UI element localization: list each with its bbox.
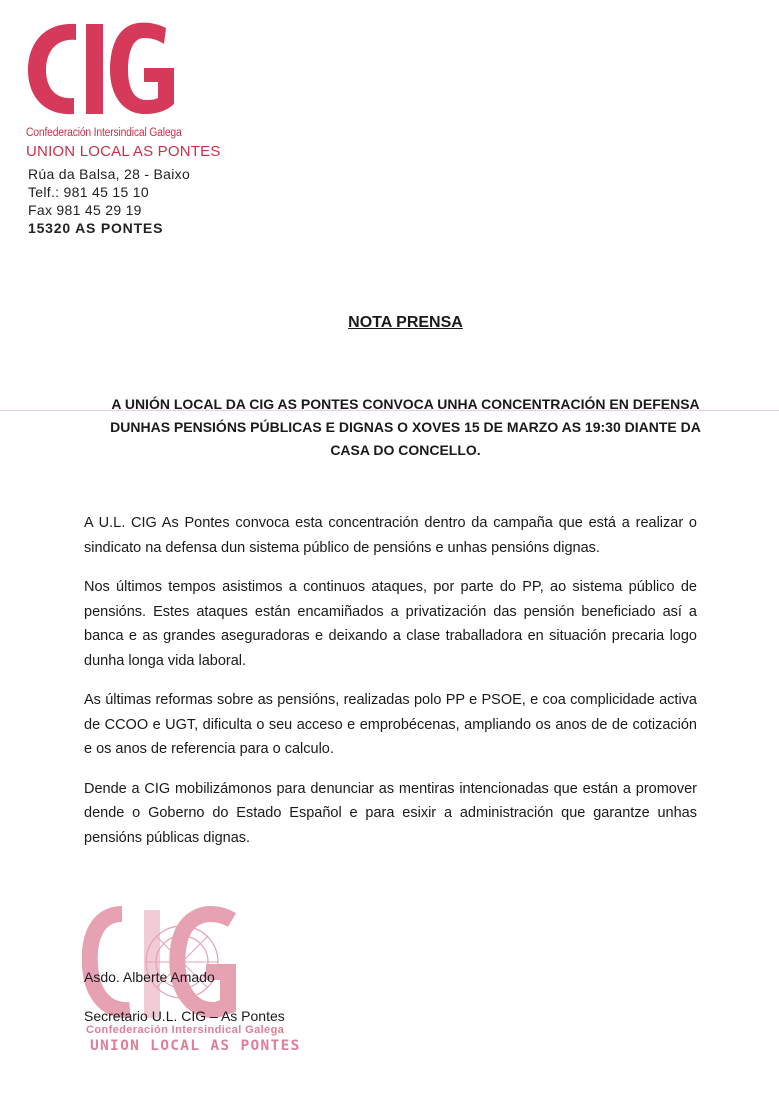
paragraph: Dende a CIG mobilizámonos para denunciar as mentiras intencionadas que están a promover dende o Goberno do Estado Español e para esixir a administración que garantze unhas pensións públicas dignas. (84, 780, 697, 846)
document-title: NOTA PRENSA (348, 314, 463, 331)
local-union-name: UNION LOCAL AS PONTES (26, 143, 221, 160)
headline: A UNIÓN LOCAL DA CIG AS PONTES CONVOCA UNHA CONCENTRACIÓN EN DEFENSA DUNHAS PENSIÓNS PÚBLICAS E DIGNAS O XOVES 15 DE MARZO AS 19:30 DIANTE DA CASA DO CONCELLO. (110, 396, 701, 458)
stamp-local-union: UNION LOCAL AS PONTES (90, 1038, 301, 1054)
cig-logo (24, 18, 184, 118)
signature-name: Asdo. Alberte Amado (84, 969, 215, 985)
fax: Fax 981 45 29 19 (28, 202, 142, 218)
body-text (84, 511, 697, 865)
stamp-org-name: Confederación Intersindical Galega (86, 1024, 285, 1036)
paragraph: A U.L. CIG As Pontes convoca esta concentración dentro da campaña que está a realizar o sindicato na defensa dun sistema público de pensións e unhas pensións dignas. (84, 515, 697, 556)
paragraph: Nos últimos tempos asistimos a continuos ataques, por parte do PP, ao sistema público de pensións. Estes ataques están encamiñados a privatización das pensión beneficiado así a banca e as grandes aseguradoras e deixando a clase traballadora en situación precaria logo dunha longa vida laboral. (84, 579, 697, 669)
postal-code: 15320 AS PONTES (28, 220, 164, 236)
phone: Telf.: 981 45 15 10 (28, 184, 149, 200)
signature-role: Secretario U.L. CIG – As Pontes (84, 1008, 285, 1024)
org-name: Confederación Intersindical Galega (26, 127, 182, 139)
address: Rúa da Balsa, 28 - Baixo (28, 166, 191, 182)
paragraph: As últimas reformas sobre as pensións, realizadas polo PP e PSOE, e coa complicidade activa de CCOO e UGT, dificulta o seu acceso e emprobécenas, ampliando os anos de de cotización e os anos de referencia para o calculo. (84, 692, 697, 757)
